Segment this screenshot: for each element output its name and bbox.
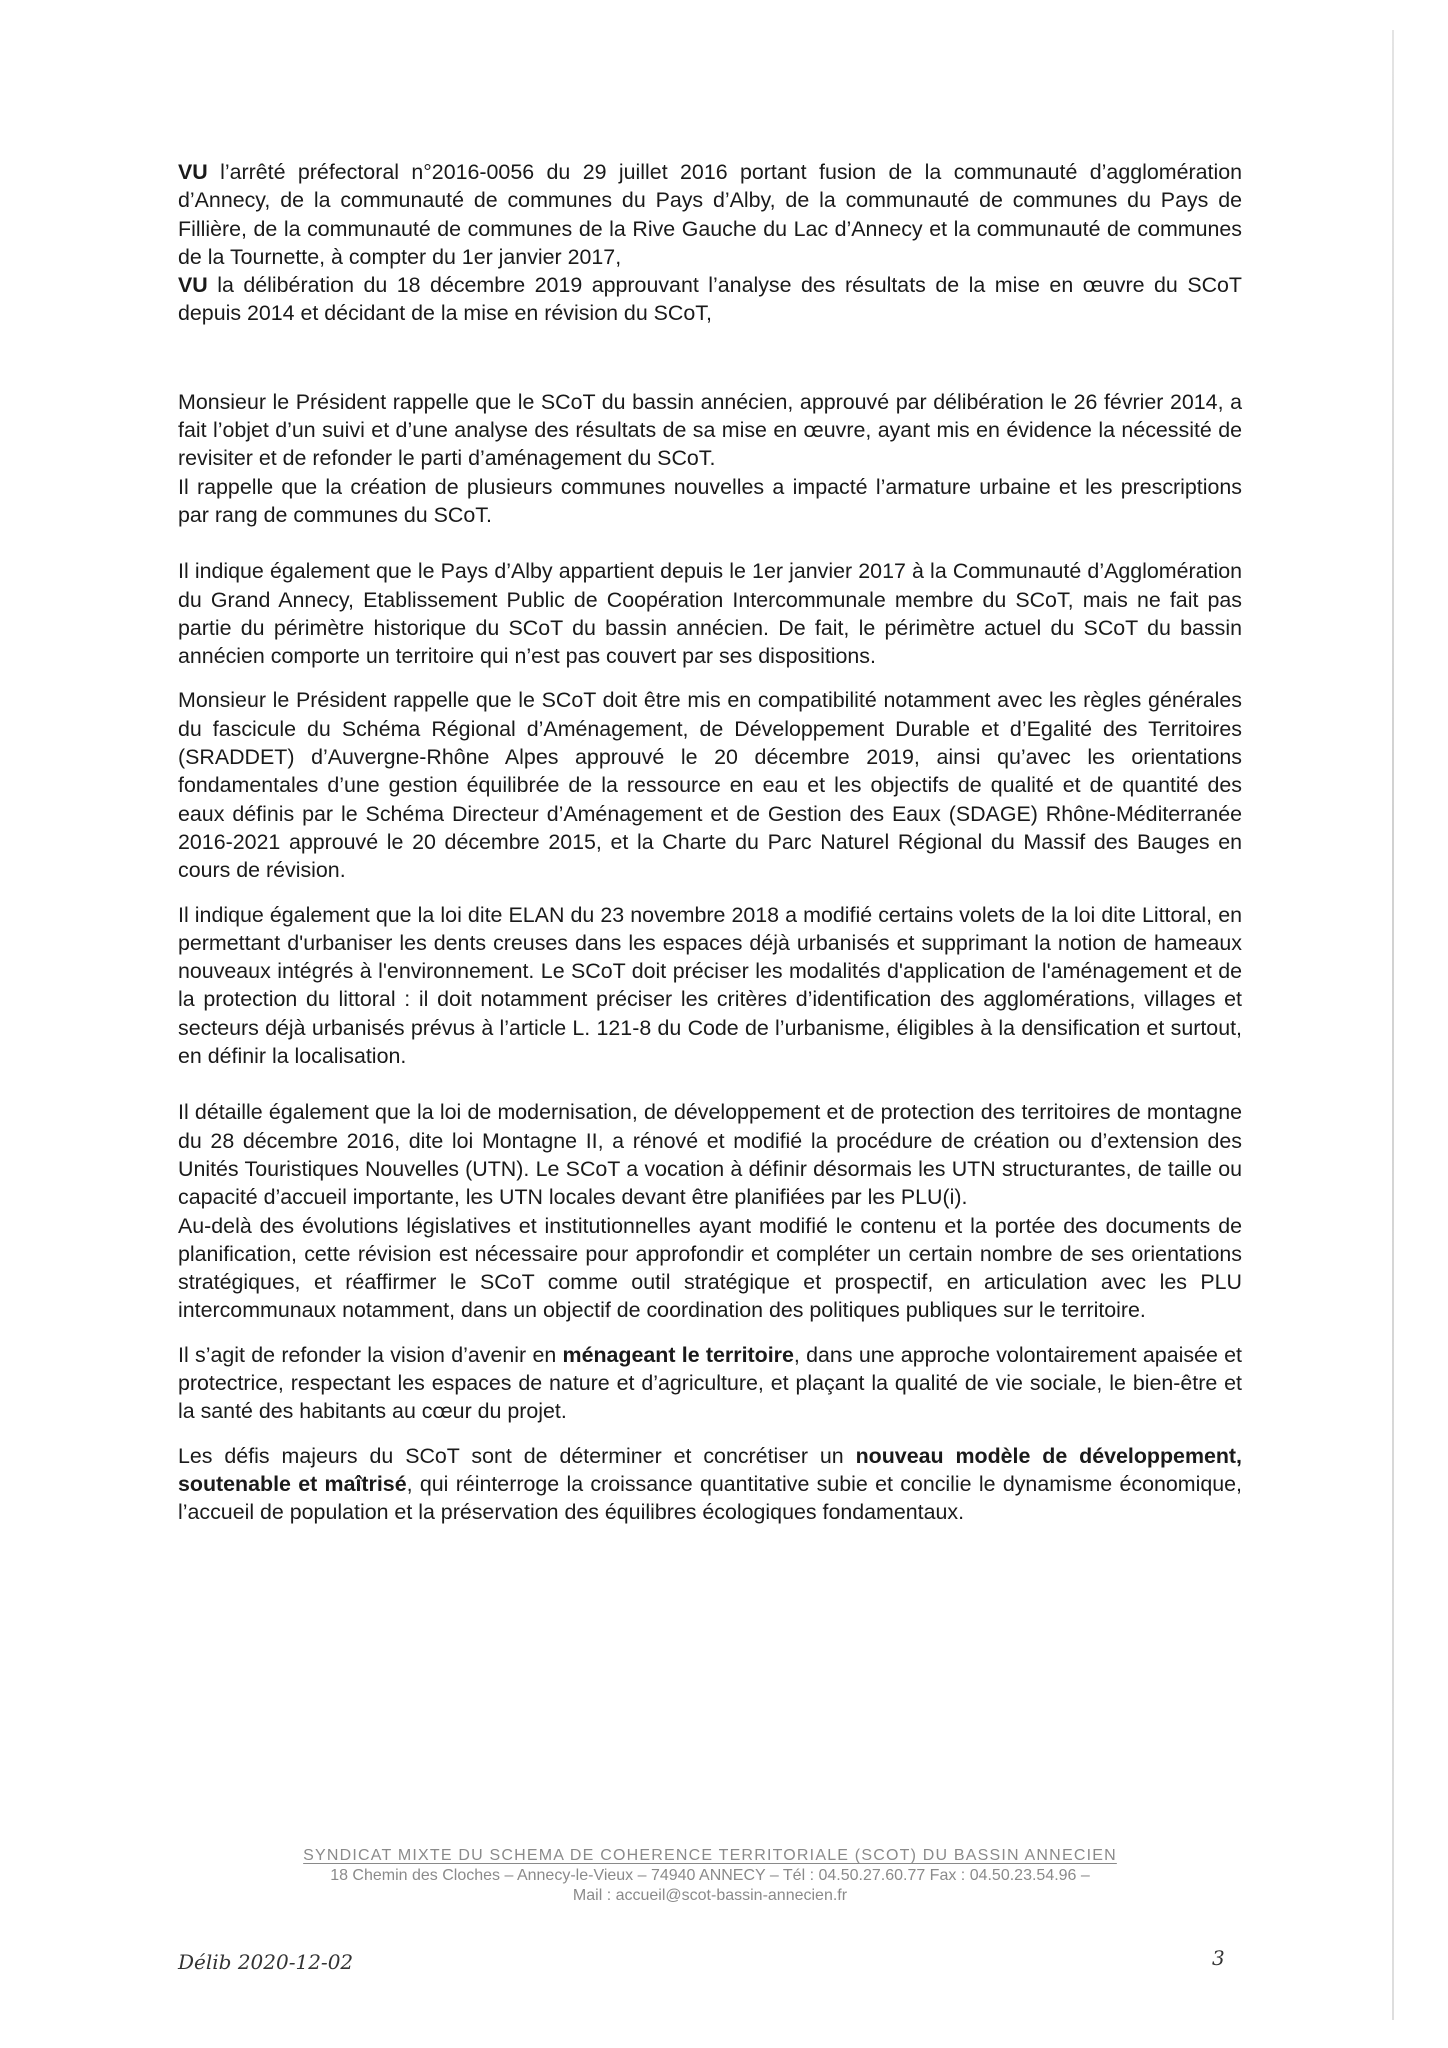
vu-text: la délibération du 18 décembre 2019 approuvant l’analyse des résultats de la mise en œuvre du SCoT depuis 2014 et décidant de la mise en révision du SCoT, bbox=[178, 273, 1242, 326]
paragraph-communes-nouvelles: Il rappelle que la création de plusieurs communes nouvelles a impacté l’armature urbaine et les prescriptions par rang de communes du SCoT. bbox=[178, 474, 1242, 527]
vu-text: l’arrêté préfectoral n°2016-0056 du 29 juillet 2016 portant fusion de la communauté d’agglomération d’Annecy, de la communauté de communes du Pays d’Alby, de la communauté de communes du Pays de Fillière, de la communauté de communes de la Rive Gauche du Lac d’Annecy et la communauté de communes de la Tournette, à compter du 1er janvier 2017, bbox=[178, 160, 1242, 269]
paragraph-compatibilite: Monsieur le Président rappelle que le SCoT doit être mis en compatibilité notamment avec les règles générales du fascicule du Schéma Régional d’Aménagement, de Développement Durable et d’Egalité des Territoires (SRADDET) d’Auvergne-Rhône Alpes approuvé le 20 décembre 2019, ainsi qu’avec les orientations fondamentales d’une gestion équilibrée de la ressource en eau et les objectifs de qualité et de quantité des eaux définis par le Schéma Directeur d’Aménagement et de Gestion des Eaux (SDAGE) Rhône-Méditerranée 2016-2021 approuvé le 20 décembre 2015, et la Charte du Parc Naturel Régional du Massif des Bauges en cours de révision. bbox=[178, 688, 1242, 883]
paragraph-evolutions: Au-delà des évolutions législatives et institutionnelles ayant modifié le contenu et la portée des documents de planification, cette révision est nécessaire pour approfondir et compléter un certain nombre de ses orientations stratégiques, et réaffirmer le SCoT comme outil stratégique et prospectif, en articulation avec les PLU intercommunaux notamment, dans un objectif de coordination des politiques publiques sur le territoire. bbox=[178, 1213, 1242, 1323]
vu-label: VU bbox=[178, 160, 208, 184]
paragraph-loi-elan: Il indique également que la loi dite ELAN du 23 novembre 2018 a modifié certains volets de la loi dite Littoral, en permettant d'urbaniser les dents creuses dans les espaces déjà urbanisés et supprimant la notion de hameaux nouveaux intégrés à l'environnement. Le SCoT doit préciser les modalités d'application de l'aménagement et de la protection du littoral : il doit notamment préciser les critères d’identification des agglomérations, villages et secteurs déjà urbanisés prévus à l’article L. 121-8 du Code de l’urbanisme, éligibles à la densification et surtout, en définir la localisation. bbox=[178, 902, 1242, 1069]
footer-address: 18 Chemin des Cloches – Annecy-le-Vieux – 74940 ANNECY – Tél : 04.50.27.60.77 Fax : 04.50.23.54.96 – bbox=[330, 1867, 1090, 1884]
footer-organization: SYNDICAT MIXTE DU SCHEMA DE COHERENCE TERRITORIALE (SCOT) DU BASSIN ANNECIEN bbox=[303, 1847, 1117, 1864]
paragraph-vision: Il s’agit de refonder la vision d’avenir en ménageant le territoire, dans une approche volontairement apaisée et protectrice, respectant les espaces de nature et d’agriculture, et plaçant la qualité de vie sociale, le bien-être et la santé des habitants au cœur du projet. bbox=[178, 1342, 1242, 1424]
deliberation-reference: Délib 2020-12-02 bbox=[178, 1950, 354, 1974]
scan-edge-line bbox=[1392, 30, 1394, 2020]
vu-paragraph-1 bbox=[178, 158, 1242, 271]
emphasis-menageant: ménageant le territoire bbox=[562, 1342, 794, 1367]
emphasis-nouveau-modele: nouveau modèle de développement, soutenable et maîtrisé bbox=[178, 1443, 1242, 1496]
paragraph-defis: Les défis majeurs du SCoT sont de déterminer et concrétiser un nouveau modèle de développement, soutenable et maîtrisé, qui réinterroge la croissance quantitative subie et concilie le dynamisme économique, l’accueil de population et la préservation des équilibres écologiques fondamentaux. bbox=[178, 1443, 1242, 1525]
deliberation-body bbox=[178, 158, 1242, 1526]
page-number: 3 bbox=[1212, 1946, 1225, 1970]
paragraph-pays-alby: Il indique également que le Pays d’Alby appartient depuis le 1er janvier 2017 à la Communauté d’Agglomération du Grand Annecy, Etablissement Public de Coopération Intercommunale membre du SCoT, mais ne fait pas partie du périmètre historique du SCoT du bassin annécien. De fait, le périmètre actuel du SCoT du bassin annécien comporte un territoire qui n’est pas couvert par ses dispositions. bbox=[178, 559, 1242, 669]
letterhead-footer bbox=[178, 1846, 1242, 1906]
paragraph-loi-montagne: Il détaille également que la loi de modernisation, de développement et de protection des territoires de montagne du 28 décembre 2016, dite loi Montagne II, a rénové et modifié la procédure de création ou d’extension des Unités Touristiques Nouvelles (UTN). Le SCoT a vocation à définir désormais les UTN structurantes, de taille ou capacité d’accueil importante, les UTN locales devant être planifiées par les PLU(i). bbox=[178, 1100, 1242, 1210]
paragraph-president-rappel: Monsieur le Président rappelle que le SCoT du bassin annécien, approuvé par délibération le 26 février 2014, a fait l’objet d’un suivi et d’une analyse des résultats de sa mise en œuvre, ayant mis en évidence la nécessité de revisiter et de refonder le parti d’aménagement du SCoT. bbox=[178, 389, 1242, 471]
footer-mail: Mail : accueil@scot-bassin-annecien.fr bbox=[572, 1887, 848, 1904]
vu-paragraph-2 bbox=[178, 271, 1242, 328]
vu-label: VU bbox=[178, 273, 208, 298]
